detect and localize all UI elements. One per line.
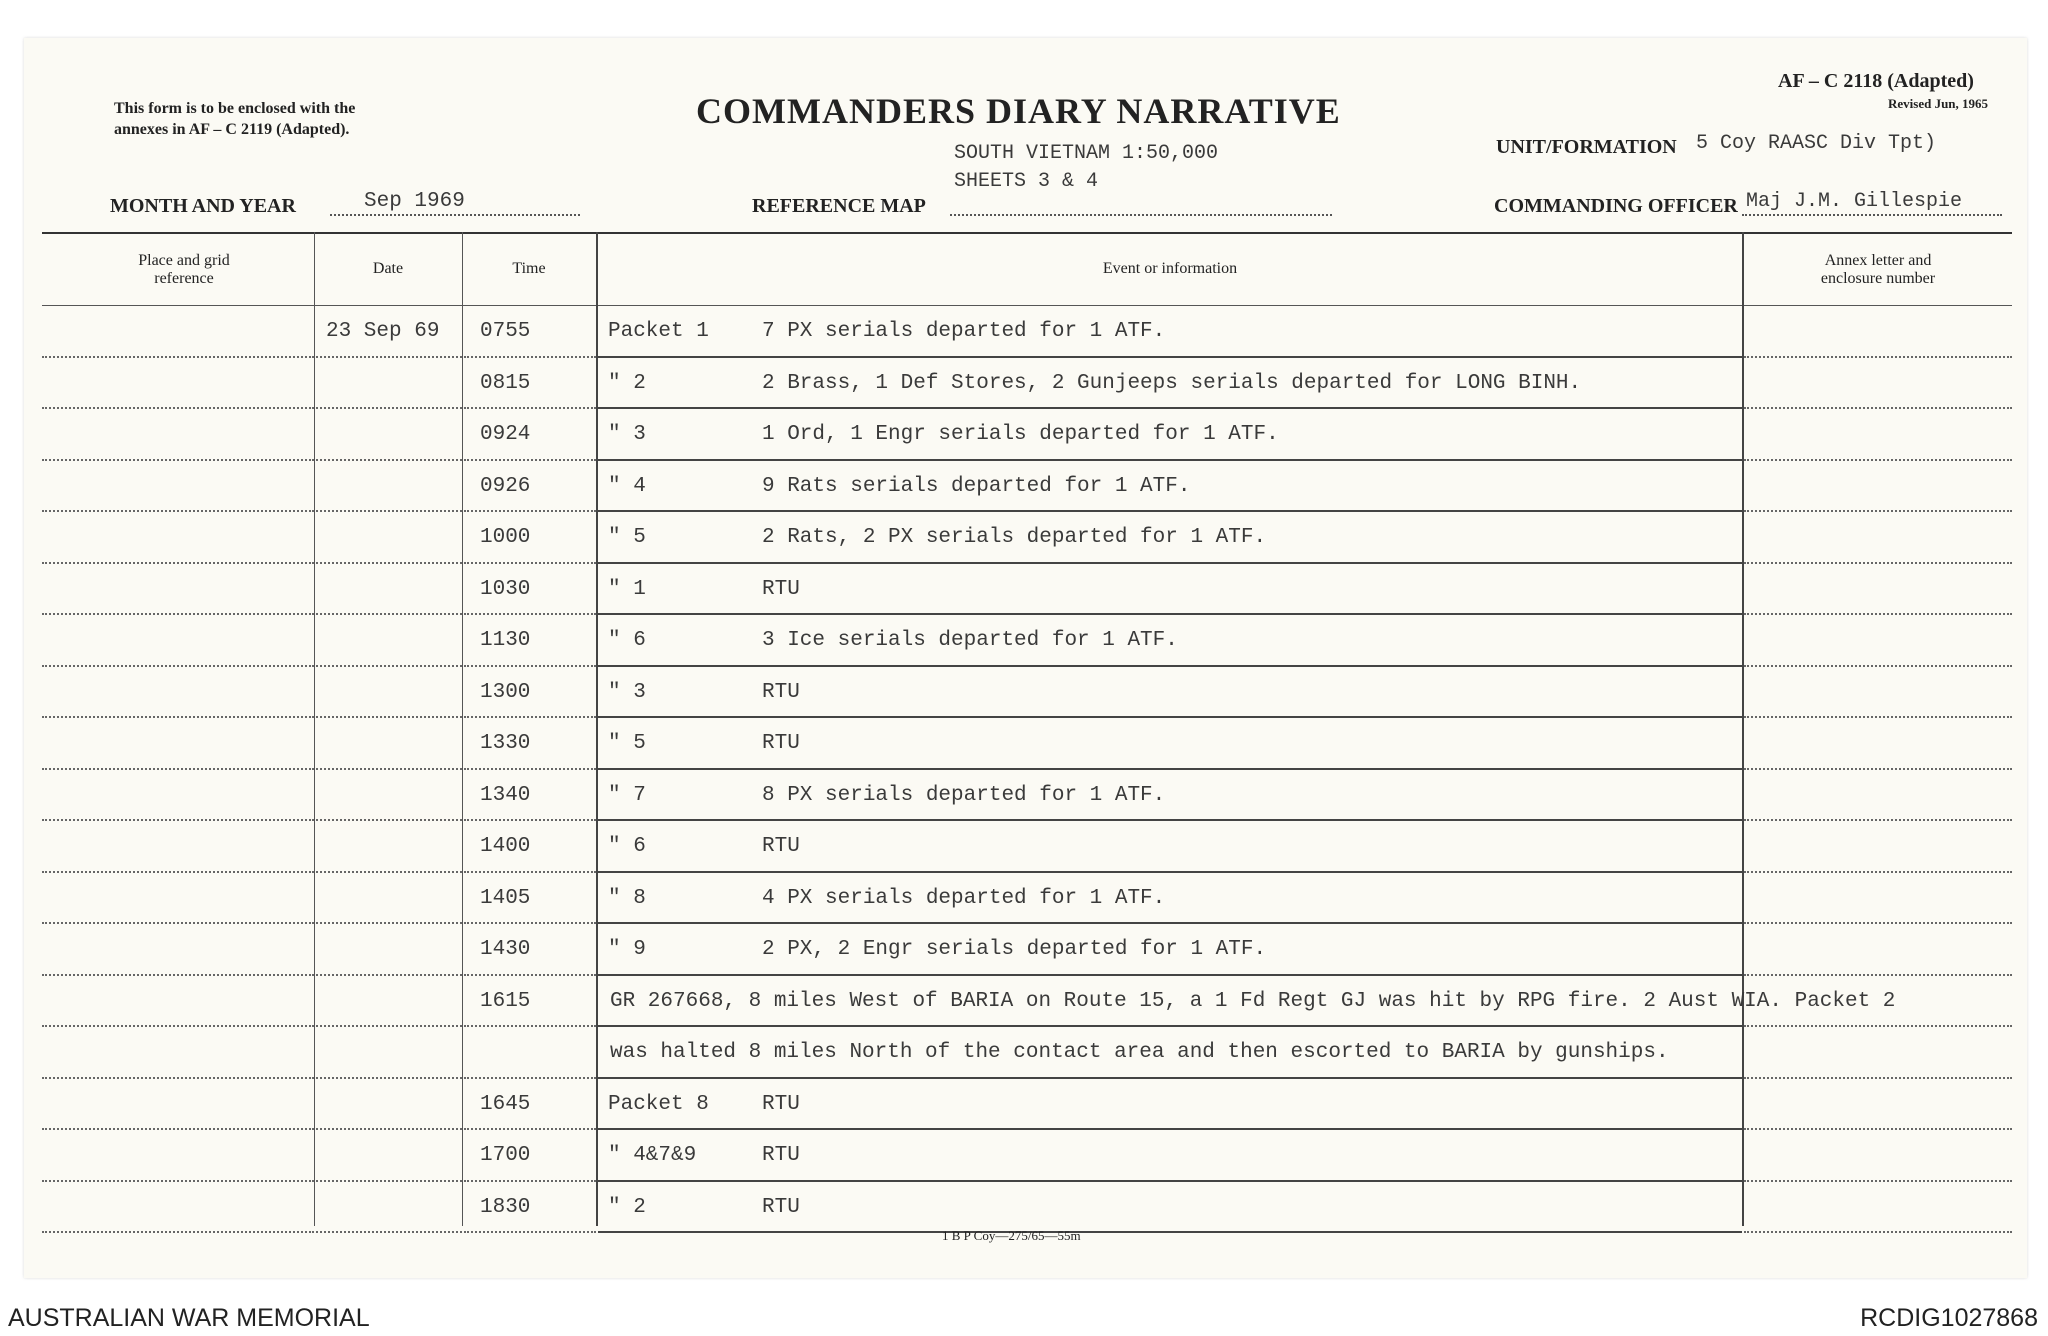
row-packet: " 5	[608, 732, 646, 755]
table-row	[24, 821, 2027, 873]
table-row	[24, 306, 2027, 358]
table-row	[24, 924, 2027, 976]
row-event: 8 PX serials departed for 1 ATF.	[762, 783, 1166, 807]
row-separator	[464, 1231, 596, 1233]
diary-form-card	[24, 38, 2027, 1278]
row-event: 2 Rats, 2 PX serials departed for 1 ATF.	[762, 526, 1267, 549]
row-time: 1000	[480, 526, 531, 549]
table-row	[24, 770, 2027, 822]
row-packet: " 2	[608, 1195, 646, 1219]
row-packet: " 8	[608, 886, 646, 910]
row-event: was halted 8 miles North of the contact area and then escorted to BARIA by gunships.	[610, 1041, 1669, 1064]
row-packet: " 4	[608, 474, 646, 498]
footer-bar	[0, 1300, 2048, 1336]
header-place-line1: Place and grid	[138, 252, 230, 269]
reference-map-line1: SOUTH VIETNAM 1:50,000	[954, 142, 1219, 165]
co-value: Maj J.M. Gillespie	[1746, 190, 1963, 213]
row-separator	[316, 1231, 462, 1233]
row-time: 1430	[480, 938, 531, 961]
row-event: 2 Brass, 1 Def Stores, 2 Gunjeeps serials departed for LONG BINH.	[762, 371, 1582, 395]
table-row	[24, 1182, 2027, 1234]
table-row	[24, 409, 2027, 461]
row-packet: " 3	[608, 680, 646, 704]
reference-map-line2: SHEETS 3 & 4	[954, 170, 1099, 193]
revised-date: Revised Jun, 1965	[1888, 96, 1989, 111]
month-year-value: Sep 1969	[364, 190, 465, 213]
footer-right: RCDIG1027868	[1860, 1304, 2038, 1332]
table-row	[24, 873, 2027, 925]
footer-left: AUSTRALIAN WAR MEMORIAL	[8, 1304, 370, 1332]
enclosure-note-line2: annexes in AF – C 2119 (Adapted).	[114, 121, 350, 138]
row-packet: " 6	[608, 629, 646, 652]
table-row	[24, 615, 2027, 667]
row-time: 1400	[480, 835, 531, 858]
row-event: RTU	[762, 1144, 800, 1167]
unit-label: UNIT/FORMATION	[1496, 136, 1677, 158]
row-time: 0924	[480, 423, 531, 446]
table-row	[24, 1027, 2027, 1079]
row-time: 1830	[480, 1195, 531, 1219]
row-time: 1330	[480, 732, 531, 755]
enclosure-note	[114, 98, 355, 140]
row-separator	[598, 1231, 1742, 1233]
header-annex-line1: Annex letter and	[1824, 252, 1932, 269]
table-row	[24, 461, 2027, 513]
month-year-line	[330, 214, 580, 216]
row-event: 4 PX serials departed for 1 ATF.	[762, 886, 1166, 910]
row-packet: " 3	[608, 423, 646, 446]
row-packet: " 1	[608, 577, 646, 601]
row-event: RTU	[762, 732, 800, 755]
unit-value: 5 Coy RAASC Div Tpt)	[1696, 132, 1937, 155]
row-event: GR 267668, 8 miles West of BARIA on Route 15, a 1 Fd Regt GJ was hit by RPG fire. 2 Aust WIA. Packet 2	[610, 989, 1896, 1013]
row-event: 2 PX, 2 Engr serials departed for 1 ATF.	[762, 938, 1267, 961]
row-event: RTU	[762, 1195, 800, 1219]
table-row	[24, 718, 2027, 770]
header-annex	[1744, 252, 2012, 288]
header-time: Time	[512, 260, 546, 277]
row-event: RTU	[762, 835, 800, 858]
row-packet: " 9	[608, 938, 646, 961]
table-row	[24, 976, 2027, 1028]
co-line	[1742, 214, 2002, 216]
table-row	[24, 358, 2027, 410]
table-row	[24, 1130, 2027, 1182]
row-packet: Packet 1	[608, 320, 709, 343]
row-time: 1300	[480, 680, 531, 704]
row-time: 0926	[480, 474, 531, 498]
table-row	[24, 667, 2027, 719]
row-event: RTU	[762, 1092, 800, 1116]
header-event: Event or information	[1102, 260, 1238, 277]
enclosure-note-line1: This form is to be enclosed with the	[114, 100, 356, 117]
row-time: 1030	[480, 577, 531, 601]
row-packet: " 4&7&9	[608, 1144, 697, 1167]
row-event: RTU	[762, 680, 800, 704]
row-event: RTU	[762, 577, 800, 601]
row-separator	[42, 1231, 314, 1233]
row-event: 3 Ice serials departed for 1 ATF.	[762, 629, 1178, 652]
row-event: 1 Ord, 1 Engr serials departed for 1 ATF.	[762, 423, 1279, 446]
form-title: COMMANDERS DIARY NARRATIVE	[696, 91, 1341, 131]
row-separator	[1744, 1231, 2012, 1233]
row-time: 0815	[480, 371, 531, 395]
form-code: AF – C 2118 (Adapted)	[1778, 70, 1974, 92]
row-time: 1615	[480, 989, 531, 1013]
header-place-line2: reference	[154, 270, 214, 287]
month-year-label: MONTH AND YEAR	[110, 195, 296, 217]
row-time: 1130	[480, 629, 531, 652]
row-time: 1645	[480, 1092, 531, 1116]
row-packet: " 5	[608, 526, 646, 549]
header-place	[64, 252, 304, 288]
row-time: 1405	[480, 886, 531, 910]
row-packet: Packet 8	[608, 1092, 709, 1116]
co-label: COMMANDING OFFICER	[1494, 195, 1738, 217]
row-packet: " 7	[608, 783, 646, 807]
print-code: 1 B P Coy—275/65—55m	[942, 1228, 1081, 1243]
row-packet: " 2	[608, 371, 646, 395]
row-event: 7 PX serials departed for 1 ATF.	[762, 320, 1166, 343]
reference-map-line	[950, 214, 1332, 216]
header-annex-line2: enclosure number	[1820, 270, 1936, 287]
table-row	[24, 564, 2027, 616]
row-time: 0755	[480, 320, 531, 343]
reference-map-label: REFERENCE MAP	[752, 195, 926, 217]
row-time: 1340	[480, 783, 531, 807]
table-row	[24, 512, 2027, 564]
row-date: 23 Sep 69	[326, 320, 440, 343]
table-row	[24, 1079, 2027, 1131]
table-top-rule	[42, 232, 2012, 234]
header-date: Date	[372, 260, 404, 277]
row-packet: " 6	[608, 835, 646, 858]
row-time: 1700	[480, 1144, 531, 1167]
row-event: 9 Rats serials departed for 1 ATF.	[762, 474, 1191, 498]
